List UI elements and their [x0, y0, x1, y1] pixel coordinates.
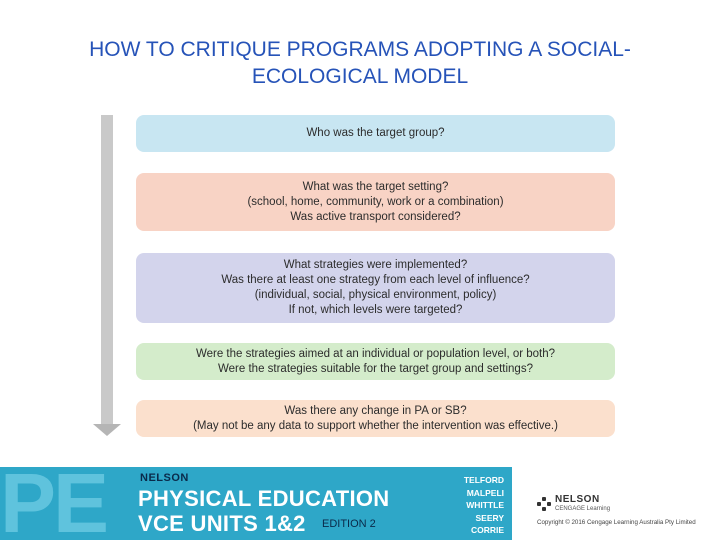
slide-title — [30, 36, 690, 90]
pe-logo: PE — [0, 467, 107, 540]
step-text: Who was the target group? — [306, 127, 445, 139]
step-text: What was the target setting? — [302, 180, 449, 193]
step-change-outcome — [136, 400, 615, 437]
step-text: Was active transport considered? — [290, 210, 461, 223]
publisher-subname: CENGAGE Learning — [555, 506, 611, 512]
author-name: MALPELI — [466, 487, 504, 498]
publisher-name: NELSON — [555, 494, 600, 505]
book-title-line-1: PHYSICAL EDUCATION — [138, 486, 390, 511]
flow-arrow-down-icon — [93, 424, 121, 436]
author-name: CORRIE — [470, 525, 504, 535]
step-strategy-level — [136, 343, 615, 380]
slide-title-line-2: ECOLOGICAL MODEL — [251, 65, 469, 88]
step-text: Was there at least one strategy from each level of influence? — [221, 274, 530, 286]
publisher-mark-icon — [537, 497, 551, 511]
banner-brand: NELSON — [140, 472, 189, 484]
book-title-line-2: VCE UNITS 1&2 — [138, 511, 306, 536]
step-text: Were the strategies suitable for the target group and settings? — [218, 362, 533, 375]
slide-title-line-1: HOW TO CRITIQUE PROGRAMS ADOPTING A SOCIAL- — [89, 38, 631, 61]
author-name: TELFORD — [463, 475, 504, 485]
author-list — [452, 474, 504, 537]
step-target-setting — [136, 173, 615, 231]
step-target-group — [136, 115, 615, 152]
step-text: If not, which levels were targeted? — [288, 304, 463, 316]
flow-arrow-shaft — [101, 115, 113, 427]
copyright-notice: Copyright © 2016 Cengage Learning Australia Pty Limited — [537, 519, 696, 526]
author-name: SEERY — [475, 512, 504, 523]
publisher-logo — [537, 494, 610, 513]
step-text: What strategies were implemented? — [283, 259, 468, 271]
step-text: (individual, social, physical environment, policy) — [254, 289, 497, 301]
step-text: (May not be any data to support whether the intervention was effective.) — [193, 419, 558, 432]
step-text: Were the strategies aimed at an individual or population level, or both? — [195, 347, 556, 360]
step-text: (school, home, community, work or a combination) — [247, 195, 504, 208]
step-text: Was there any change in PA or SB? — [284, 404, 467, 417]
author-name: WHITTLE — [466, 500, 504, 510]
edition-label: EDITION 2 — [322, 518, 376, 530]
step-strategies — [136, 253, 615, 323]
